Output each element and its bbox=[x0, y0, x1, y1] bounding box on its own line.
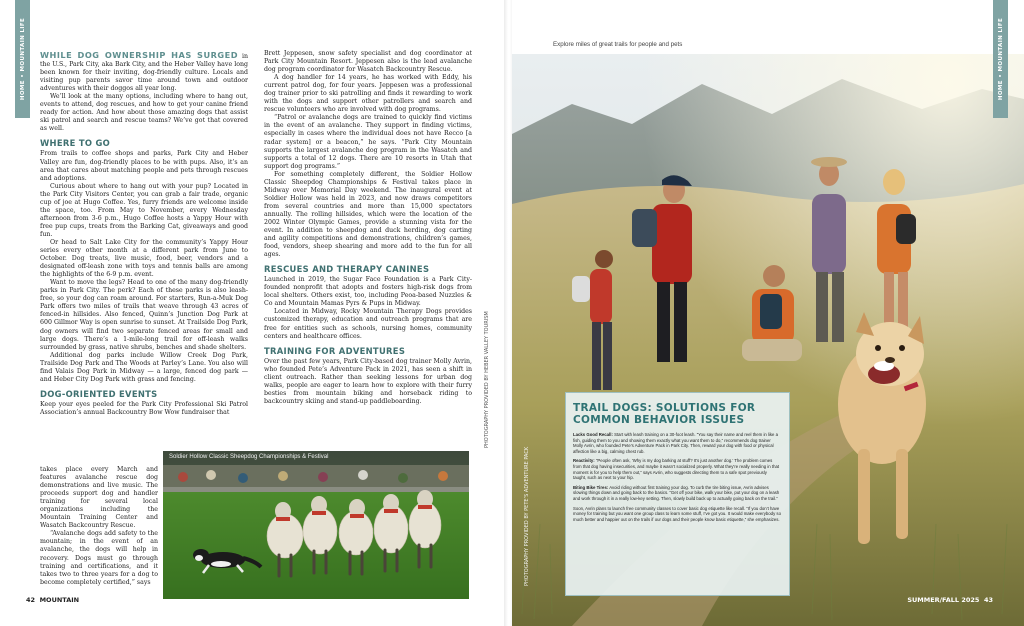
heading-training: TRAINING FOR ADVENTURES bbox=[264, 345, 406, 356]
sidebar-item-reactivity bbox=[573, 458, 781, 480]
intro-paragraph bbox=[40, 50, 248, 93]
paragraph: Brett Jeppesen, snow safety specialist and dog coordinator at Park City Mountain Resort. Jeppesen also is the lead avalanche dog program coordinator for Wasatch Backcountry Rescue. bbox=[264, 50, 472, 74]
page-number: 43 bbox=[983, 596, 993, 604]
paragraph: Launched in 2019, the Sugar Face Foundation is a Park City-founded nonprofit that adopts and fosters high-risk dogs from local shelters. Others exist, too, including Peoa-based Nuzzles & Co and Mountain Mamas Pyrs & Pups in Midway. bbox=[264, 276, 472, 308]
hiking-photo-caption: Explore miles of great trails for people and pets bbox=[553, 41, 683, 48]
lede: WHILE DOG OWNERSHIP HAS SURGED bbox=[40, 50, 239, 60]
paragraph: A dog handler for 14 years, he has worked with Eddy, his current patrol dog, for four years. Jeppesen was a professional dog trainer prior to ski patrolling and finds it rewarding to work with the dogs and support other patrollers and search and rescue volunteers who are involved with dog programs. bbox=[264, 74, 472, 114]
sidebar-item-classes: Soon, Avrin plans to launch free community classes to cover basic dog etiquette like recall. “If you don’t have money for training but you want one group class to learn some stuff, I’ve got you. It would make everybody so much better and happier out on the trails if our dogs and their people know basic etiquette,” she emphasizes. bbox=[573, 505, 781, 522]
section-tab bbox=[993, 0, 1008, 118]
paragraph: Additional dog parks include Willow Creek Dog Park, Trailside Dog Park and The Woods at Parley’s Lane. You also will find Valais Dog Park in Midway — a large, fenced dog park — and Heber City Dog Park with grass and fencing. bbox=[40, 351, 248, 383]
sheepdog-illustration bbox=[163, 451, 469, 599]
section-tab-label: HOME • MOUNTAIN LIFE bbox=[997, 17, 1004, 101]
paragraph: Over the past few years, Park City-based dog trainer Molly Avrin, who founded Pete’s Adventure Pack in 2021, has seen a shift in client outreach. Rather than seeking lessons for urban dog walks, people are eager to learn how to explore with their furry besties from mountain biking and horseback riding to backcountry skiing and stand-up paddleboarding. bbox=[264, 357, 472, 405]
paragraph: Want to move the legs? Head to one of the many dog-friendly parks in Park City. The perk? Each of these parks is also leash-free, so your dog can roam around. For starters, Run-a-Muk Dog Park offers two miles of trails that weave through 43 acres of fenced-in hillsides. Also fenced, Quinn’s Junction Dog Park at 600 Gillmor Way is open sunrise to sunset. At Trailside Dog Park, dog owners will find two separate fenced areas for small and large dogs. There’s a 1-mile-long trail for off-leash walks surrounded by grass, native shrubs, benches and shade shelters. bbox=[40, 279, 248, 351]
page-folio bbox=[26, 596, 79, 604]
heading-where-to-go: WHERE TO GO bbox=[40, 138, 111, 149]
sidebar-title: TRAIL DOGS: SOLUTIONS FOR COMMON BEHAVIOR ISSUES bbox=[573, 402, 756, 426]
sidebar-item-head: Lacks Good Recall: bbox=[573, 432, 613, 437]
paragraph: We’ll look at the many options, including where to hang out, events to attend, dog rescues, and how to get your canine friend ready for action. And how about those amazing dogs that assist ski patrol and search and rescue teams? We’ve got that covered as well. bbox=[40, 93, 248, 133]
heading-dog-oriented-events: DOG-ORIENTED EVENTS bbox=[40, 388, 158, 399]
paragraph: Keep your eyes peeled for the Park City Professional Ski Patrol Association’s annual Backcountry Bow Wow fundraiser that bbox=[40, 400, 248, 416]
issue-date: SUMMER/FALL 2025 bbox=[907, 596, 980, 604]
section-tab-label: HOME • MOUNTAIN LIFE bbox=[19, 17, 26, 101]
magazine-name: MOUNTAIN bbox=[39, 596, 80, 604]
intro-text: in the U.S., Park City, aka Bark City, and the Heber Valley have long been known for their inviting, dog-friendly culture. Locals and visiting pup parents savor time around town and outdoor adventures with their doggos all year long. bbox=[40, 53, 248, 93]
article-column-2 bbox=[264, 50, 472, 406]
paragraph: Curious about where to hang out with your pup? Located in the Park City Visitors Center, you can grab a fair trade, organic cup of joe at Hugo Coffee. Yes, furry friends are welcome inside the space, too. From May to November, every Wednesday afternoon from 3-6 p.m., Hugo Coffee hosts a Yappy Hour with free pup cups, treats from the Barking Cat, giveaways and good fun. bbox=[40, 182, 248, 238]
paragraph: Located in Midway, Rocky Mountain Therapy Dogs provides customized therapy, education and outreach programs that are free for entities such as schools, nursing homes, community centers and healthcare offices. bbox=[264, 308, 472, 340]
paragraph: “Avalanche dogs add safety to the mountain; in the event of an avalanche, the dogs will help in recovery. Dogs must go through training and certifications, and it takes two to three years for a dog to become completely certified,” says bbox=[40, 530, 158, 586]
paragraph: “Patrol or avalanche dogs are trained to quickly find victims in the event of an avalanche. They support in finding victims, especially in cases where the individual does not have Recco [a radar system] or a beacon,” he says. “Park City Mountain supports the largest avalanche dog program in the Wasatch and supports a total of 12 dogs. There are 10 resorts in Utah that support dog programs.” bbox=[264, 114, 472, 170]
sidebar-item-body: Avoid riding without first training your dog. To curb the tire biting issue, Avrin advises slowing things down and going back to the basics. “Get off your bike, walk your bike, put your dog on a leash and work through it in a really low-key setting. Then, slowly build back up to actually going back on the trail.” bbox=[573, 484, 780, 501]
paragraph: For something completely different, the Soldier Hollow Classic Sheepdog Championships & Festival takes place in Midway over Memorial Day weekend. The inaugural event at Soldier Hollow was held in 2023, and now draws competitors from several countries and more than 15,000 spectators annually. The rolling hillsides, which were the location of the 2002 Winter Olympic Games, provide a stunning vista for the event. In addition to sheepdog and duck herding, dog carting and agility competitions and demonstrations, children’s games, food, vendors, sheep shearing and more add to the fun for all ages. bbox=[264, 170, 472, 259]
sheepdog-photo-caption: Soldier Hollow Classic Sheepdog Championships & Festival bbox=[169, 454, 329, 460]
article-column-1-narrow bbox=[40, 466, 158, 587]
sidebar-item-body: “People often ask, ‘Why is my dog barking at stuff? It’s just another dog.’ The problem comes from that dog having insecurities, and maybe it wasn’t socialized properly. What they’re really needing in that moment is for you to help them out,” says Avrin, who suggests directing them to a safe spot previously taught, such as next to your hip. bbox=[573, 458, 780, 481]
sidebar-item-bike-tires bbox=[573, 485, 781, 502]
sidebar-item-recall bbox=[573, 432, 781, 454]
trail-dogs-sidebar bbox=[565, 392, 790, 596]
sheepdog-photo bbox=[163, 451, 469, 599]
paragraph: takes place every March and features avalanche rescue dog demonstrations and live music. The proceeds support dog and handler training for several local organizations including the Mountain Training Center and Wasatch Backcountry Rescue. bbox=[40, 466, 158, 530]
paragraph: Or head to Salt Lake City for the community’s Yappy Hour series every other month at a different park from June to October. Dog treats, live music, food, beer, vendors and a designated off-leash zone with toys and tennis balls are among the highlights of the 6-9 p.m. event. bbox=[40, 238, 248, 279]
left-page bbox=[0, 0, 506, 626]
sidebar-item-head: Reactivity: bbox=[573, 458, 595, 464]
photo-credit: PHOTOGRAPHY PROVIDED BY HEBER VALLEY TOURISM bbox=[484, 311, 490, 448]
heading-rescues: RESCUES AND THERAPY CANINES bbox=[264, 264, 430, 275]
photo-credit: PHOTOGRAPHY PROVIDED BY PETE’S ADVENTURE PACK bbox=[524, 446, 530, 586]
sidebar-item-head: Biting Bike Tires: bbox=[573, 484, 609, 490]
sidebar-item-body: Start with leash training on a 30-foot leash. “You say their name and reel them in like a fish, guiding them to you and showing them exactly what you want them to do,” recommends dog trainer Molly Avrin, who founded Pete’s Adventure Pack in Park City. Then, reward your dog with food or physical affection like a big, calming chest rub. bbox=[573, 432, 779, 454]
section-tab bbox=[15, 0, 30, 118]
article-column-1 bbox=[40, 50, 248, 417]
paragraph: From trails to coffee shops and parks, Park City and Heber Valley are fun, dog-friendly places to be with pups. Also, it’s an area that cares about matching people and pets through rescues and adoptions. bbox=[40, 150, 248, 182]
page-folio bbox=[907, 596, 993, 604]
page-number: 42 bbox=[26, 596, 36, 604]
